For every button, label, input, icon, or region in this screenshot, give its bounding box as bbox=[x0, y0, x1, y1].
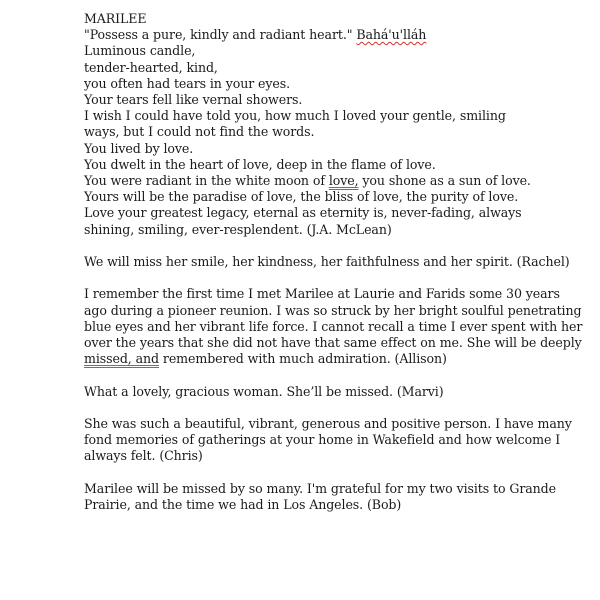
tribute-chris: She was such a beautiful, vibrant, generous and positive person. I have many fond memories of gatherings at your home in Wakefield and how welcome I always felt. (Chris) bbox=[84, 416, 572, 464]
opening-quote bbox=[84, 27, 584, 43]
quote-author: Bahá'u'lláh bbox=[356, 27, 427, 43]
tribute-bob: Marilee will be missed by so many. I'm grateful for my two visits to Grande Prairie, and the time we had in Los Angeles. (Bob) bbox=[84, 480, 556, 513]
poem-line: shining, smiling, ever-resplendent. (J.A. McLean) bbox=[84, 221, 392, 237]
tribute-allison bbox=[84, 286, 584, 367]
poem-line: You dwelt in the heart of love, deep in the flame of love. bbox=[84, 156, 436, 172]
document-title: MARILEE bbox=[84, 11, 147, 26]
poem-line: Love your greatest legacy, eternal as eternity is, never-fading, always bbox=[84, 205, 522, 221]
poem-line: tender-hearted, kind, bbox=[84, 59, 218, 75]
allison-before: I remember the first time I met Marilee at Laurie and Farids some 30 years ago during a pioneer reunion. I was so struck by her bright soulful penetrating blue eyes and her vibrant life force. I cannot recall a time I ever spent with her over the years that she did not have that same effect on me. She will be deeply bbox=[84, 286, 583, 351]
document-body bbox=[84, 11, 584, 513]
radiant-before: You were radiant in the white moon of bbox=[84, 173, 329, 189]
poem-line: Yours will be the paradise of love, the bliss of love, the purity of love. bbox=[84, 189, 519, 205]
poem-line: Your tears fell like vernal showers. bbox=[84, 92, 303, 108]
tribute-marvi: What a lovely, gracious woman. She’ll be missed. (Marvi) bbox=[84, 383, 444, 399]
paragraph-gap bbox=[84, 400, 584, 416]
allison-marked: missed, and bbox=[84, 351, 159, 367]
poem-line: ways, but I could not find the words. bbox=[84, 124, 315, 140]
paragraph-gap bbox=[84, 465, 584, 481]
poem-line bbox=[84, 173, 584, 189]
paragraph-gap bbox=[84, 270, 584, 286]
tribute-rachel: We will miss her smile, her kindness, her faithfulness and her spirit. (Rachel) bbox=[84, 254, 570, 270]
allison-after: remembered with much admiration. (Allison) bbox=[159, 351, 447, 367]
poem-line: You lived by love. bbox=[84, 140, 194, 156]
paragraph-gap bbox=[84, 367, 584, 383]
paragraph-gap bbox=[84, 238, 584, 254]
radiant-after: you shone as a sun of love. bbox=[358, 173, 531, 189]
poem-line: you often had tears in your eyes. bbox=[84, 75, 291, 91]
radiant-marked: love, bbox=[328, 173, 359, 189]
poem-line: Luminous candle, bbox=[84, 43, 196, 59]
poem-line: I wish I could have told you, how much I loved your gentle, smiling bbox=[84, 108, 506, 124]
quote-text: "Possess a pure, kindly and radiant heart." bbox=[84, 27, 357, 43]
